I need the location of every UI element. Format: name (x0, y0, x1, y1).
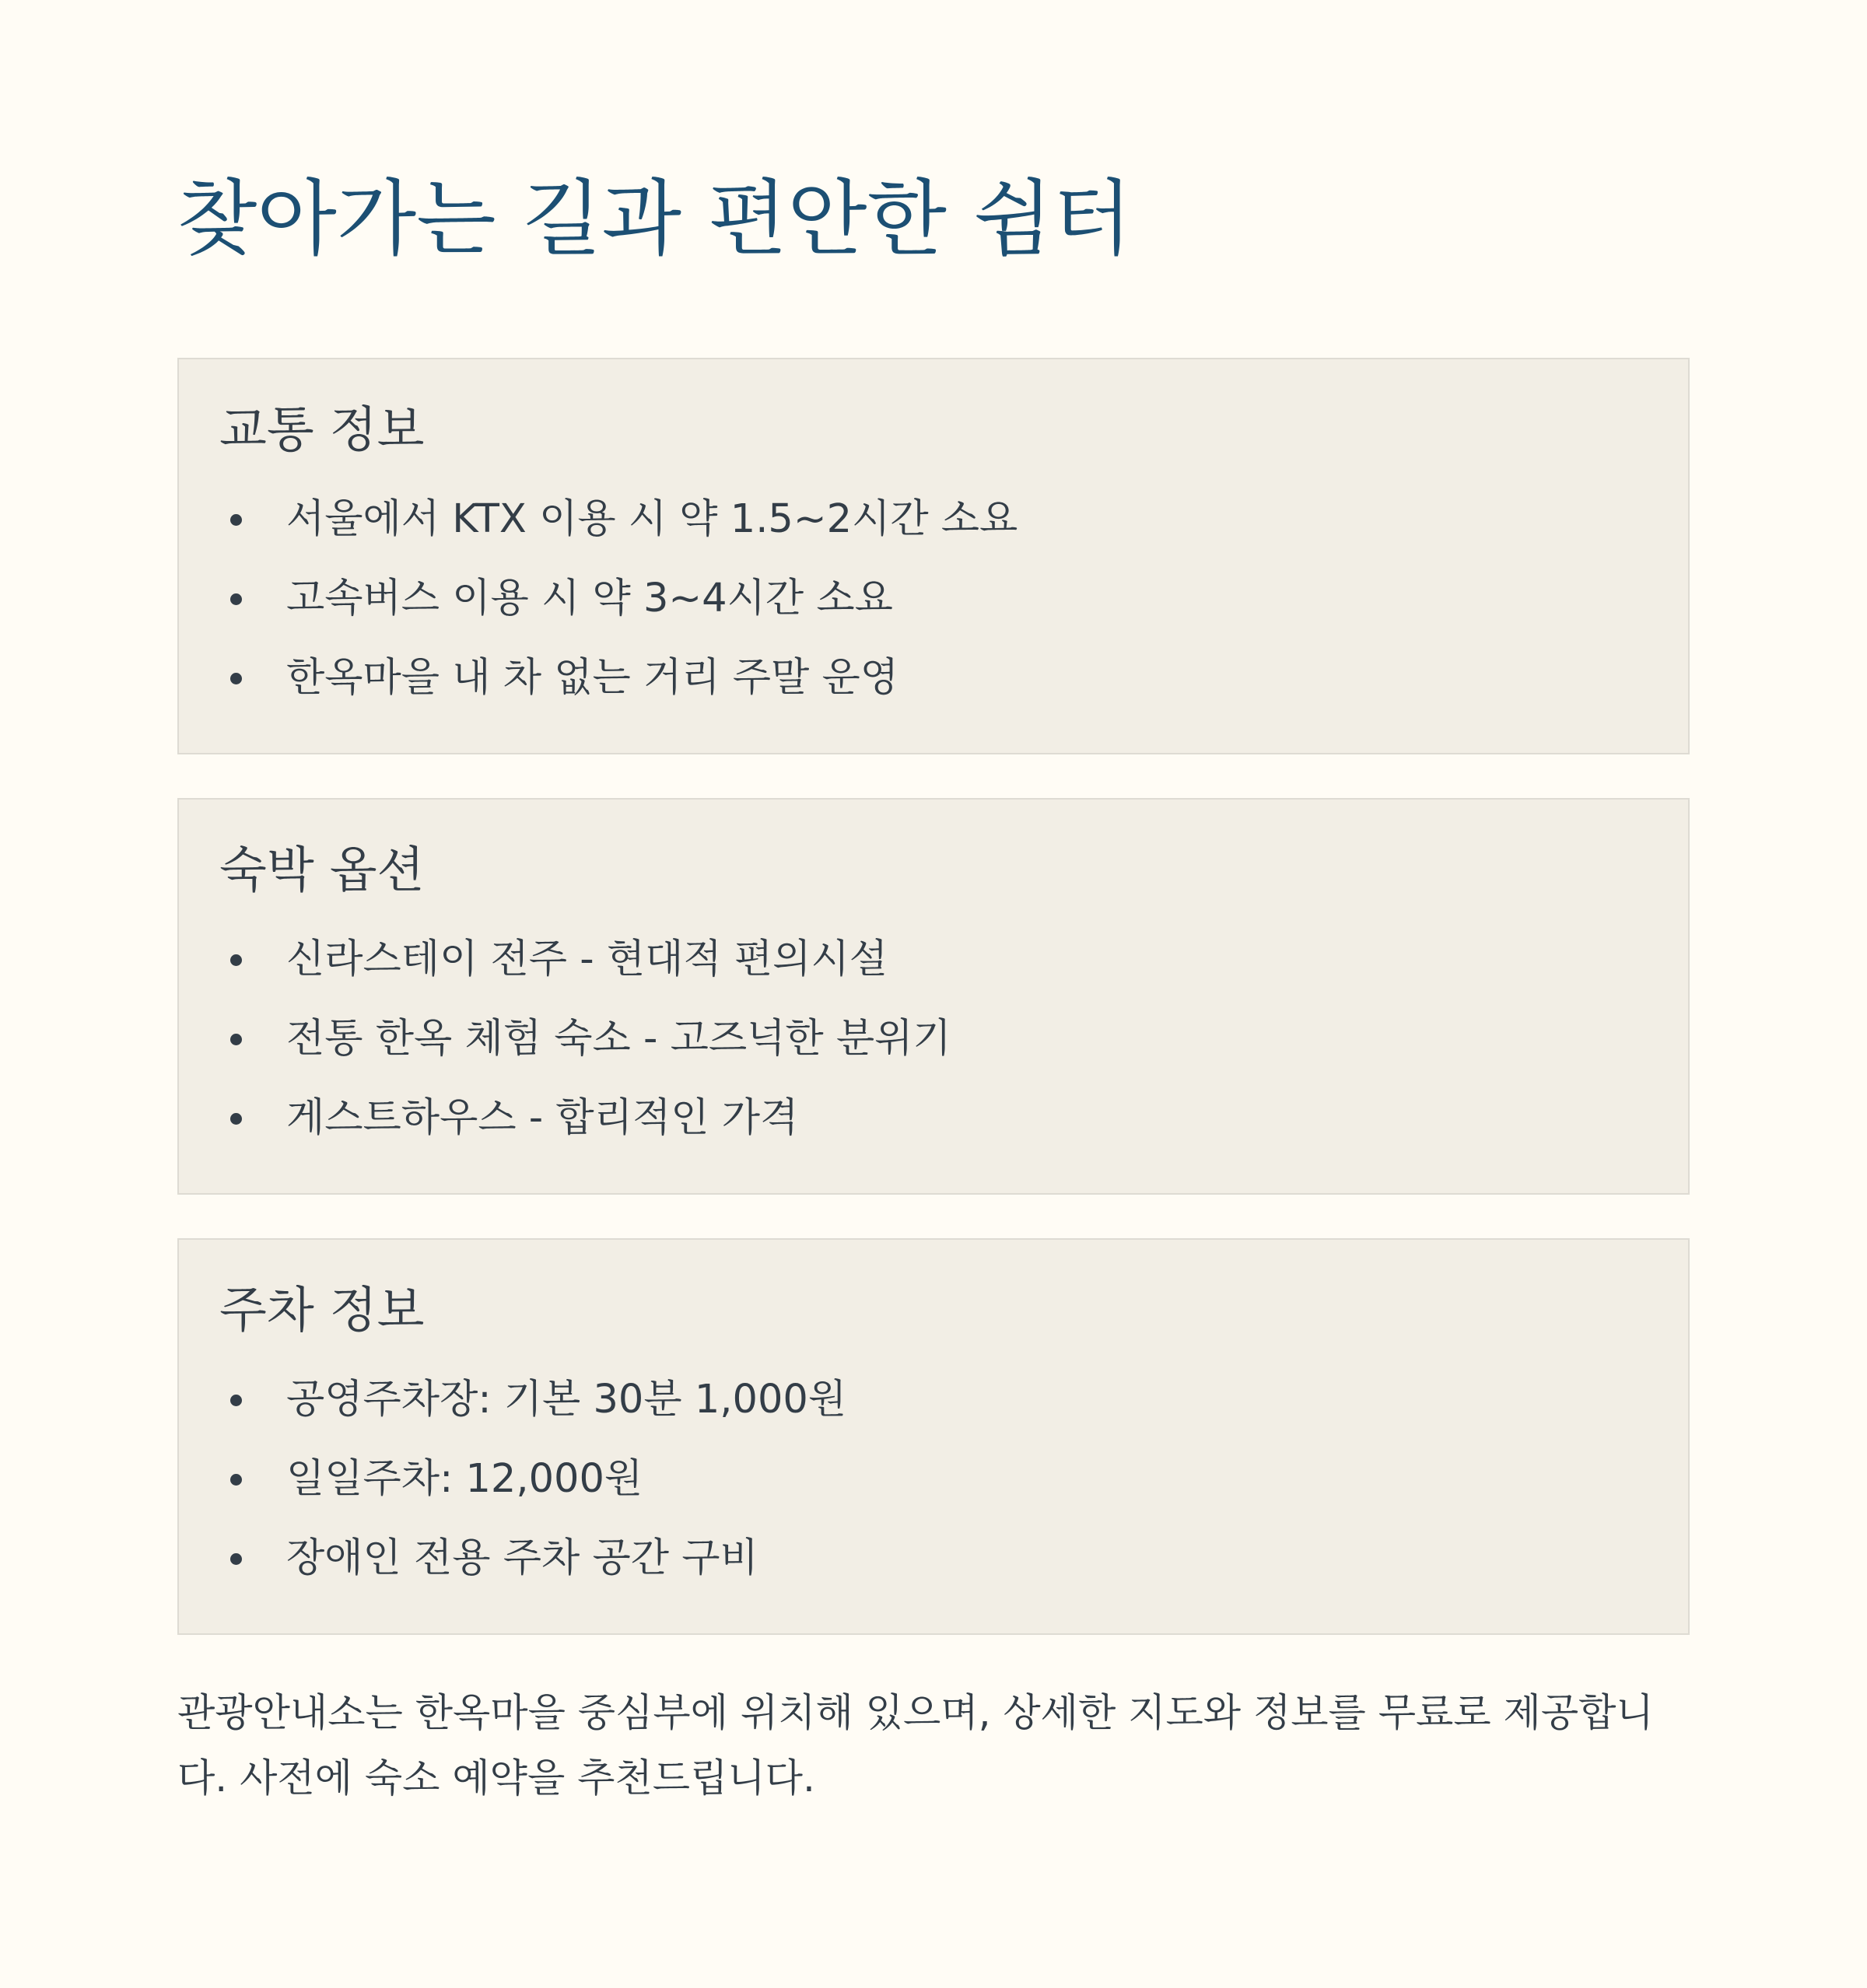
list-item (219, 1528, 846, 1607)
page-title: 찾아가는 길과 편안한 쉼터 (177, 171, 1133, 267)
list-item (219, 929, 951, 1008)
list-item (219, 1448, 846, 1528)
list-item (219, 568, 1018, 647)
list-item (219, 488, 1018, 568)
list-item-text: 고속버스 이용 시 약 3~4시간 소요 (286, 576, 893, 621)
bullet-icon (230, 1034, 242, 1045)
bullet-icon (230, 1553, 242, 1565)
list-item (219, 647, 1018, 726)
list-item (219, 1369, 846, 1448)
footer-note: 관광안내소는 한옥마을 중심부에 위치해 있으며, 상세한 지도와 정보를 무료로 제공합니다. 사전에 숙소 예약을 추천드립니다. (177, 1690, 1654, 1801)
bullet-icon (230, 1474, 242, 1486)
list-item-text: 게스트하우스 - 합리적인 가격 (286, 1095, 799, 1141)
list-item-text: 신라스테이 전주 - 현대적 편의시설 (286, 936, 888, 982)
list-item-text: 한옥마을 내 차 없는 거리 주말 운영 (286, 655, 898, 701)
parking-list (219, 1369, 846, 1607)
list-item (219, 1087, 951, 1167)
section-title: 교통 정보 (219, 401, 425, 458)
bullet-icon (230, 593, 242, 605)
bullet-icon (230, 673, 242, 684)
transport-list (219, 488, 1018, 726)
list-item-text: 서울에서 KTX 이용 시 약 1.5~2시간 소요 (286, 496, 1018, 542)
lodging-options-card (177, 798, 1690, 1195)
lodging-list (219, 929, 951, 1167)
bullet-icon (230, 954, 242, 966)
bullet-icon (230, 1395, 242, 1406)
list-item-text: 공영주차장: 기본 30분 1,000원 (286, 1377, 847, 1423)
list-item-text: 전통 한옥 체험 숙소 - 고즈넉한 분위기 (286, 1016, 951, 1062)
bullet-icon (230, 514, 242, 526)
list-item (219, 1008, 951, 1087)
list-item-text: 장애인 전용 주차 공간 구비 (286, 1535, 758, 1581)
parking-info-card (177, 1238, 1690, 1635)
list-item-text: 일일주차: 12,000원 (286, 1456, 643, 1502)
section-title: 주차 정보 (219, 1282, 425, 1339)
section-title: 숙박 옵션 (219, 842, 425, 898)
bullet-icon (230, 1113, 242, 1125)
transport-info-card (177, 358, 1690, 754)
